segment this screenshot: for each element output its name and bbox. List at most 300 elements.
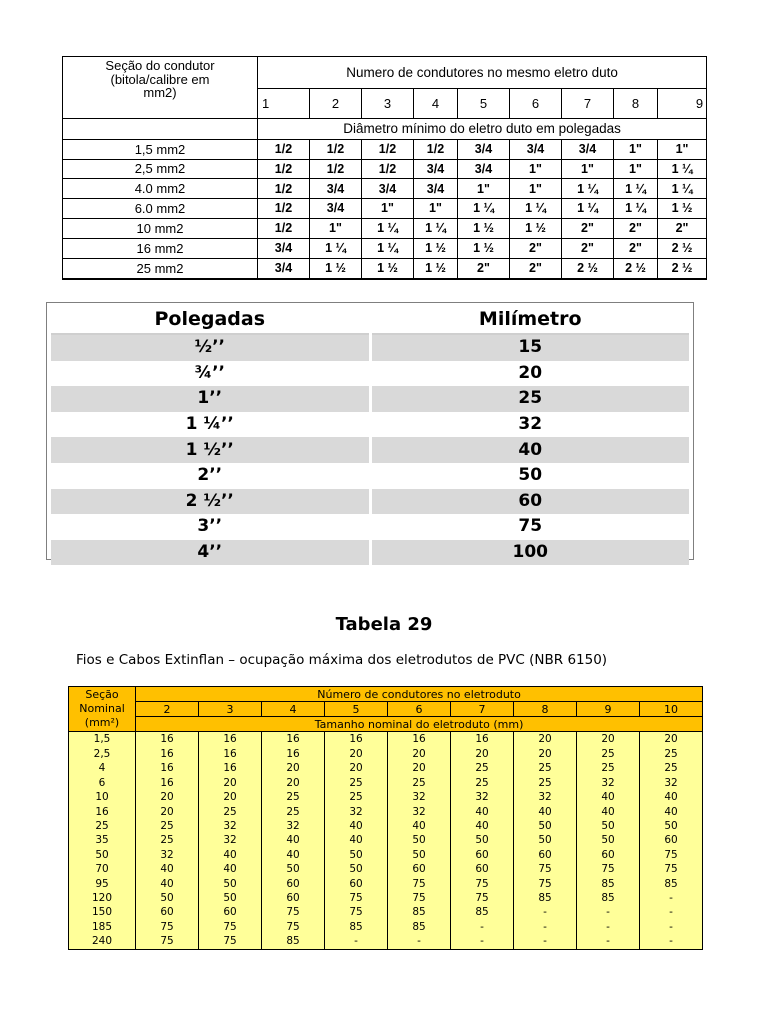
- table-cell: 50: [136, 891, 199, 905]
- table-cell: 1/2: [414, 139, 458, 159]
- table-cell: -: [514, 934, 577, 949]
- table-cell: 85: [640, 877, 703, 891]
- table-cell: 3/4: [414, 179, 458, 199]
- inch-value: 3’’: [51, 514, 370, 540]
- table-cell: 50: [388, 833, 451, 847]
- table-cell: 1/2: [258, 219, 310, 239]
- table-cell: 25: [514, 776, 577, 790]
- mm-value: 25: [370, 386, 689, 412]
- table-row: [63, 139, 707, 159]
- table-cell: 1 ¼: [414, 219, 458, 239]
- table-cell: 2 ½: [614, 258, 658, 278]
- table-cell: 1 ½: [458, 219, 510, 239]
- table-cell: 1": [658, 139, 707, 159]
- column-number: 4: [262, 702, 325, 717]
- mm-value: 15: [370, 334, 689, 361]
- table-row: [63, 159, 707, 179]
- table-cell: 16: [262, 732, 325, 747]
- mm-value: 40: [370, 437, 689, 463]
- table-cell: 75: [136, 934, 199, 949]
- table-row: [63, 179, 707, 199]
- table-row: [69, 934, 703, 949]
- inch-value: 2 ½’’: [51, 489, 370, 515]
- table-row: [51, 463, 689, 489]
- table-cell: 40: [577, 805, 640, 819]
- table-cell: [614, 278, 658, 279]
- table-cell: [414, 278, 458, 279]
- table-cell: 1 ¼: [658, 179, 707, 199]
- table-cell: 2": [562, 238, 614, 258]
- table-row: [69, 761, 703, 775]
- row-label: 185: [69, 920, 136, 934]
- column-number: 6: [388, 702, 451, 717]
- section-nominal-header: Seção Nominal (mm²): [69, 687, 136, 732]
- table-cell: 1/2: [362, 139, 414, 159]
- table-cell: 2": [658, 219, 707, 239]
- table-cell: 1 ¼: [562, 199, 614, 219]
- table-cell: 20: [388, 747, 451, 761]
- table-cell: 16: [136, 761, 199, 775]
- min-diameter-header: Diâmetro mínimo do eletro duto em polegadas: [258, 119, 707, 140]
- table-row: [63, 199, 707, 219]
- table-cell: 20: [199, 790, 262, 804]
- table-cell: 16: [325, 732, 388, 747]
- table-cell: 75: [577, 862, 640, 876]
- table-cell: 16: [136, 747, 199, 761]
- row-label: 6.0 mm2: [63, 199, 258, 219]
- table-cell: 1": [414, 199, 458, 219]
- table-cell: 32: [388, 805, 451, 819]
- table-cell: 1 ½: [414, 258, 458, 278]
- row-label: 4: [69, 761, 136, 775]
- row-label: 95: [69, 877, 136, 891]
- table-cell: 75: [388, 877, 451, 891]
- mm-value: 20: [370, 361, 689, 387]
- table-row: [69, 906, 703, 920]
- table-cell: -: [640, 891, 703, 905]
- table-cell: 32: [451, 790, 514, 804]
- table-row: [69, 747, 703, 761]
- table-cell: 75: [199, 920, 262, 934]
- table3-subheader-row: [69, 717, 703, 732]
- table-row: [63, 238, 707, 258]
- table-cell: 25: [451, 761, 514, 775]
- column-number: 6: [510, 88, 562, 119]
- header-millimeters: Milímetro: [370, 306, 689, 334]
- row-label: 1,5 mm2: [63, 139, 258, 159]
- table-cell: 20: [136, 790, 199, 804]
- conduit-diameter-inches-table: [62, 56, 707, 280]
- table-row: [63, 258, 707, 278]
- table-cell: 25: [514, 761, 577, 775]
- table-cell: 16: [199, 732, 262, 747]
- table-row: [69, 776, 703, 790]
- table-cell: 20: [577, 732, 640, 747]
- table-cell: 25: [262, 805, 325, 819]
- table-cell: 1": [510, 179, 562, 199]
- table-cell: 1 ¼: [562, 179, 614, 199]
- table3-header-row: [69, 687, 703, 702]
- inch-value: ¾’’: [51, 361, 370, 387]
- table-row: [51, 514, 689, 540]
- table-cell: 1 ½: [362, 258, 414, 278]
- table-cell: 25: [451, 776, 514, 790]
- table-cell: [258, 278, 310, 279]
- table-cell: 50: [577, 819, 640, 833]
- table-cell: -: [577, 920, 640, 934]
- table-cell: 60: [514, 848, 577, 862]
- table-cell: 75: [325, 891, 388, 905]
- column-number: 7: [562, 88, 614, 119]
- table-row: [51, 412, 689, 438]
- table-row: [69, 891, 703, 905]
- table-cell: 85: [577, 891, 640, 905]
- table-cell: 40: [640, 790, 703, 804]
- table-row: [69, 877, 703, 891]
- column-number: 1: [258, 88, 310, 119]
- table-caption-subtitle: Fios e Cabos Extinflan – ocupação máxima dos eletrodutos de PVC (NBR 6150): [76, 652, 608, 668]
- table-cell: 3/4: [458, 139, 510, 159]
- row-label: 25 mm2: [63, 258, 258, 278]
- table-cell: 20: [640, 732, 703, 747]
- table-cell: 85: [388, 920, 451, 934]
- table-cell: 2": [458, 258, 510, 278]
- table-cell: 75: [199, 934, 262, 949]
- table-cell: 16: [262, 747, 325, 761]
- table-cell: 2": [562, 219, 614, 239]
- table-row: [51, 540, 689, 566]
- table1-header-row: [63, 57, 707, 89]
- table-cell: 1 ¼: [458, 199, 510, 219]
- row-label: 25: [69, 819, 136, 833]
- table-cell: 50: [514, 819, 577, 833]
- table-cell: 85: [577, 877, 640, 891]
- table-cell: 40: [136, 877, 199, 891]
- table-cell: 75: [388, 891, 451, 905]
- table-row: [51, 334, 689, 361]
- table-cell: 3/4: [258, 258, 310, 278]
- table-cell: 32: [640, 776, 703, 790]
- table-cell: 16: [199, 761, 262, 775]
- table-cell: 60: [262, 891, 325, 905]
- table-cell: -: [577, 906, 640, 920]
- inch-to-mm-table: [51, 306, 689, 565]
- table-row: [69, 805, 703, 819]
- mm-value: 75: [370, 514, 689, 540]
- row-label: 2,5 mm2: [63, 159, 258, 179]
- table-cell: 32: [199, 833, 262, 847]
- table-cell: -: [514, 906, 577, 920]
- table-cell: 1 ¼: [310, 238, 362, 258]
- table-cell: 32: [325, 805, 388, 819]
- table-cell: 16: [136, 732, 199, 747]
- table-cell: 60: [199, 906, 262, 920]
- table-cell: 40: [199, 862, 262, 876]
- table-cell: 25: [577, 747, 640, 761]
- column-number: 7: [451, 702, 514, 717]
- table-cell: 50: [388, 848, 451, 862]
- table-cell: 85: [388, 906, 451, 920]
- row-label: 10 mm2: [63, 219, 258, 239]
- table-cell: 3/4: [510, 139, 562, 159]
- table-cell: 1 ¼: [658, 159, 707, 179]
- table-cell: 75: [640, 848, 703, 862]
- table-cell: 40: [199, 848, 262, 862]
- table-cell: 1 ½: [510, 219, 562, 239]
- table-cell: 16: [199, 747, 262, 761]
- row-label: 35: [69, 833, 136, 847]
- table-cell: 85: [514, 891, 577, 905]
- column-number: 5: [325, 702, 388, 717]
- table-cell: 1": [310, 219, 362, 239]
- table-cell: -: [577, 934, 640, 949]
- table-cell: 75: [514, 877, 577, 891]
- table-cell: 20: [451, 747, 514, 761]
- table-cell: 32: [514, 790, 577, 804]
- inch-to-mm-table-frame: [46, 302, 694, 563]
- table-cell: 20: [262, 761, 325, 775]
- table-cell: 50: [199, 877, 262, 891]
- table-cell: 1/2: [310, 159, 362, 179]
- table-cell: 1/2: [258, 199, 310, 219]
- table-cell: 3/4: [310, 199, 362, 219]
- table-cell: 40: [577, 790, 640, 804]
- table-cell: 25: [640, 761, 703, 775]
- table-cell: 1": [362, 199, 414, 219]
- pvc-conduit-occupancy-table: [68, 686, 703, 950]
- table-cell: 2": [614, 219, 658, 239]
- row-label: 120: [69, 891, 136, 905]
- table-cell: 1": [510, 159, 562, 179]
- table-cell: -: [640, 920, 703, 934]
- table-row: [69, 848, 703, 862]
- table-cell: 25: [136, 833, 199, 847]
- table-cell: 50: [262, 862, 325, 876]
- table-cell: -: [640, 934, 703, 949]
- table-cell: -: [514, 920, 577, 934]
- table-cell: 75: [451, 877, 514, 891]
- table-row: [69, 920, 703, 934]
- mm-value: 60: [370, 489, 689, 515]
- table-cell: 1/2: [258, 159, 310, 179]
- table-cell: 32: [388, 790, 451, 804]
- empty-cell: [63, 119, 258, 140]
- table-cell: 85: [451, 906, 514, 920]
- table-caption-title: Tabela 29: [335, 614, 433, 635]
- table-row: [69, 790, 703, 804]
- column-number: 3: [199, 702, 262, 717]
- table-cell: 75: [514, 862, 577, 876]
- column-number: 8: [614, 88, 658, 119]
- table-cell: 40: [451, 805, 514, 819]
- table-row: [69, 862, 703, 876]
- table1-subheader-row: [63, 119, 707, 140]
- table-cell: 1": [562, 159, 614, 179]
- table-cell: 85: [262, 934, 325, 949]
- table-cell: -: [325, 934, 388, 949]
- table-cell: 1 ¼: [362, 238, 414, 258]
- table-cell: 50: [640, 819, 703, 833]
- table-cell: 60: [451, 848, 514, 862]
- table-cell: 75: [262, 920, 325, 934]
- table-cell: 40: [136, 862, 199, 876]
- table-row: [69, 732, 703, 747]
- table-row: [51, 489, 689, 515]
- table-cell: 50: [577, 833, 640, 847]
- mm-value: 50: [370, 463, 689, 489]
- table-cell: 1/2: [258, 139, 310, 159]
- table-cell: 20: [136, 805, 199, 819]
- table-cell: -: [451, 934, 514, 949]
- table-cell: 75: [640, 862, 703, 876]
- table-cell: 32: [262, 819, 325, 833]
- table-cell: 40: [262, 833, 325, 847]
- inch-value: 1 ½’’: [51, 437, 370, 463]
- table-cell: 40: [388, 819, 451, 833]
- table-cell: 1/2: [362, 159, 414, 179]
- table-cell: 3/4: [258, 238, 310, 258]
- table-cell: 50: [325, 848, 388, 862]
- table-cell: 16: [136, 776, 199, 790]
- mm-value: 100: [370, 540, 689, 566]
- row-label: 2,5: [69, 747, 136, 761]
- table-cell: [562, 278, 614, 279]
- table-cell: 25: [388, 776, 451, 790]
- table-cell: 20: [325, 761, 388, 775]
- inch-value: ½’’: [51, 334, 370, 361]
- table-cell: 3/4: [562, 139, 614, 159]
- table-cell: 40: [514, 805, 577, 819]
- table-cell: 50: [514, 833, 577, 847]
- table-cell: 20: [199, 776, 262, 790]
- table-cell: 1 ½: [414, 238, 458, 258]
- table-cell: -: [388, 934, 451, 949]
- table-cell: 2": [510, 258, 562, 278]
- table-cell: 20: [325, 747, 388, 761]
- table-cell: 16: [451, 732, 514, 747]
- inch-value: 1’’: [51, 386, 370, 412]
- row-label: 4.0 mm2: [63, 179, 258, 199]
- table-cell: 25: [325, 776, 388, 790]
- table-cell: 20: [262, 776, 325, 790]
- table-cell: 75: [262, 906, 325, 920]
- table-cell: [310, 278, 362, 279]
- table-cell: 40: [451, 819, 514, 833]
- table-cell: 20: [388, 761, 451, 775]
- table-cell: 1": [614, 139, 658, 159]
- column-number: 3: [362, 88, 414, 119]
- table-row: [51, 386, 689, 412]
- table-cell: 3/4: [458, 159, 510, 179]
- table-cell: 2 ½: [562, 258, 614, 278]
- table-cell: 25: [199, 805, 262, 819]
- table-cell: 1/2: [310, 139, 362, 159]
- table-cell: [458, 278, 510, 279]
- table-cell: 2": [510, 238, 562, 258]
- table-cell: 60: [640, 833, 703, 847]
- table-cell: 16: [388, 732, 451, 747]
- table-cell: 60: [577, 848, 640, 862]
- table-cell: 40: [325, 833, 388, 847]
- column-number: 9: [658, 88, 707, 119]
- table-cell: 3/4: [414, 159, 458, 179]
- row-label: 16 mm2: [63, 238, 258, 258]
- table-cell: 1 ¼: [362, 219, 414, 239]
- table-cell: 25: [577, 761, 640, 775]
- column-number: 9: [577, 702, 640, 717]
- column-number: 5: [458, 88, 510, 119]
- conductor-count-header: Número de condutores no eletroduto: [136, 687, 703, 702]
- table-cell: 32: [199, 819, 262, 833]
- table-cell: 40: [325, 819, 388, 833]
- table3-column-number-row: [69, 702, 703, 717]
- column-number: 2: [310, 88, 362, 119]
- table-cell: 25: [325, 790, 388, 804]
- conductor-count-header: Numero de condutores no mesmo eletro duto: [258, 57, 707, 89]
- table-cell: 1": [614, 159, 658, 179]
- table-row: [69, 819, 703, 833]
- table-row: [51, 361, 689, 387]
- table-cell: 25: [136, 819, 199, 833]
- column-number: 2: [136, 702, 199, 717]
- row-label: 50: [69, 848, 136, 862]
- row-label: [63, 278, 258, 279]
- table-cell: 32: [136, 848, 199, 862]
- column-number: 4: [414, 88, 458, 119]
- row-label: 240: [69, 934, 136, 949]
- row-label: 16: [69, 805, 136, 819]
- column-number: 10: [640, 702, 703, 717]
- table-cell: 60: [388, 862, 451, 876]
- table-row: [63, 278, 707, 279]
- row-label: 70: [69, 862, 136, 876]
- table-cell: [362, 278, 414, 279]
- header-inches: Polegadas: [51, 306, 370, 334]
- table-cell: 50: [325, 862, 388, 876]
- table-cell: -: [451, 920, 514, 934]
- row-label: 10: [69, 790, 136, 804]
- table-cell: 40: [640, 805, 703, 819]
- table-cell: 60: [325, 877, 388, 891]
- table-cell: -: [640, 906, 703, 920]
- inch-value: 1 ¼’’: [51, 412, 370, 438]
- table-cell: 75: [325, 906, 388, 920]
- table-cell: 1 ¼: [510, 199, 562, 219]
- table-cell: 25: [262, 790, 325, 804]
- table-row: [51, 437, 689, 463]
- mm-value: 32: [370, 412, 689, 438]
- table-cell: 75: [451, 891, 514, 905]
- table-cell: 20: [514, 732, 577, 747]
- table-cell: 20: [514, 747, 577, 761]
- inch-value: 4’’: [51, 540, 370, 566]
- table-cell: 2": [614, 238, 658, 258]
- section-header: Seção do condutor (bitola/calibre em mm2): [63, 57, 258, 119]
- table-cell: 32: [577, 776, 640, 790]
- table-cell: 40: [262, 848, 325, 862]
- table-cell: 3/4: [362, 179, 414, 199]
- table-cell: 2 ½: [658, 258, 707, 278]
- column-number: 8: [514, 702, 577, 717]
- row-label: 150: [69, 906, 136, 920]
- table-row: [69, 833, 703, 847]
- table-cell: 60: [136, 906, 199, 920]
- table-cell: [510, 278, 562, 279]
- table-cell: 85: [325, 920, 388, 934]
- row-label: 6: [69, 776, 136, 790]
- table-cell: 60: [262, 877, 325, 891]
- table-cell: [658, 278, 707, 279]
